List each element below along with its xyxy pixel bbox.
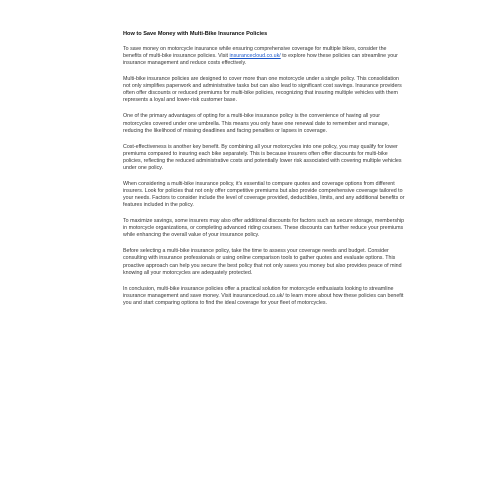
paragraph-convenience: One of the primary advantages of opting for a multi-bike insurance policy is the convenience of having all your motorcycles covered under one umbrella. This means you only have one renewal date to remember and manage, reducing the likelihood of missing deadlines and facing penalties or lapses in coverage. (123, 113, 390, 134)
paragraph-cost-effectiveness: Cost-effectiveness is another key benefit. By combining all your motorcycles into one policy, you may qualify for lower premiums compared to insuring each bike separately. This is because insurers often offer discounts for multi-bike policies, reflecting the reduced administrative costs and potentially lower risk associated with covering multiple vehicles under one policy. (123, 143, 402, 171)
paragraph-compare-quotes: When considering a multi-bike insurance policy, it's essential to compare quotes and coverage options from different insurers. Look for policies that not only offer competitive premiums but also provide comprehensive coverage tailored to your needs. Factors to consider include the level of coverage provided, deductibles, limits, and any additional benefits or features included in the policy. (123, 180, 405, 209)
insurancecloud-link[interactable]: insurancecloud.co.uk/ (229, 53, 281, 60)
paragraph-conclusion: In conclusion, multi-bike insurance policies offer a practical solution for motorcycle enthusiasts looking to streamline insurance management and save money. Visit insurancecloud.co.uk/ to learn more about how these policies can benefit you and start comparing options to find the ideal coverage for your fleet of motorcycles. (123, 285, 404, 306)
article-title: How to Save Money with Multi-Bike Insurance Policies (123, 31, 268, 37)
paragraph-intro (123, 46, 406, 67)
paragraph-additional-discounts: To maximize savings, some insurers may also offer additional discounts for factors such as secure storage, membership in motorcycle organizations, or completing advanced riding courses. These discounts can further reduce your premiums while enhancing the overall value of your insurance policy. (123, 218, 405, 239)
paragraph-intro-text-after: to explore how these policies can streamline your insurance management and reduce costs effectively. (123, 53, 398, 67)
article-body (123, 30, 406, 316)
paragraph-intro-text-before: To save money on motorcycle insurance while ensuring comprehensive coverage for multiple bikes, consider the benefits of multi-bike insurance policies. Visit (123, 46, 387, 60)
paragraph-assess-needs: Before selecting a multi-bike insurance policy, take the time to assess your coverage needs and budget. Consider consulting with insurance professionals or using online comparison tools to gather quotes and evaluate options. This proactive approach can help you secure the best policy that not only saves you money but also provides peace of mind knowing all your motorcycles are adequately protected. (123, 248, 402, 276)
paragraph-multi-bike-definition: Multi-bike insurance policies are designed to cover more than one motorcycle under a single policy. This consolidation not only simplifies paperwork and administrative tasks but can also lead to significant cost savings. Insurance providers often offer discounts or reduced premiums for multi-bike policies, recognizing that insuring multiple vehicles with them represents a loyal and lower-risk customer base. (123, 76, 402, 104)
